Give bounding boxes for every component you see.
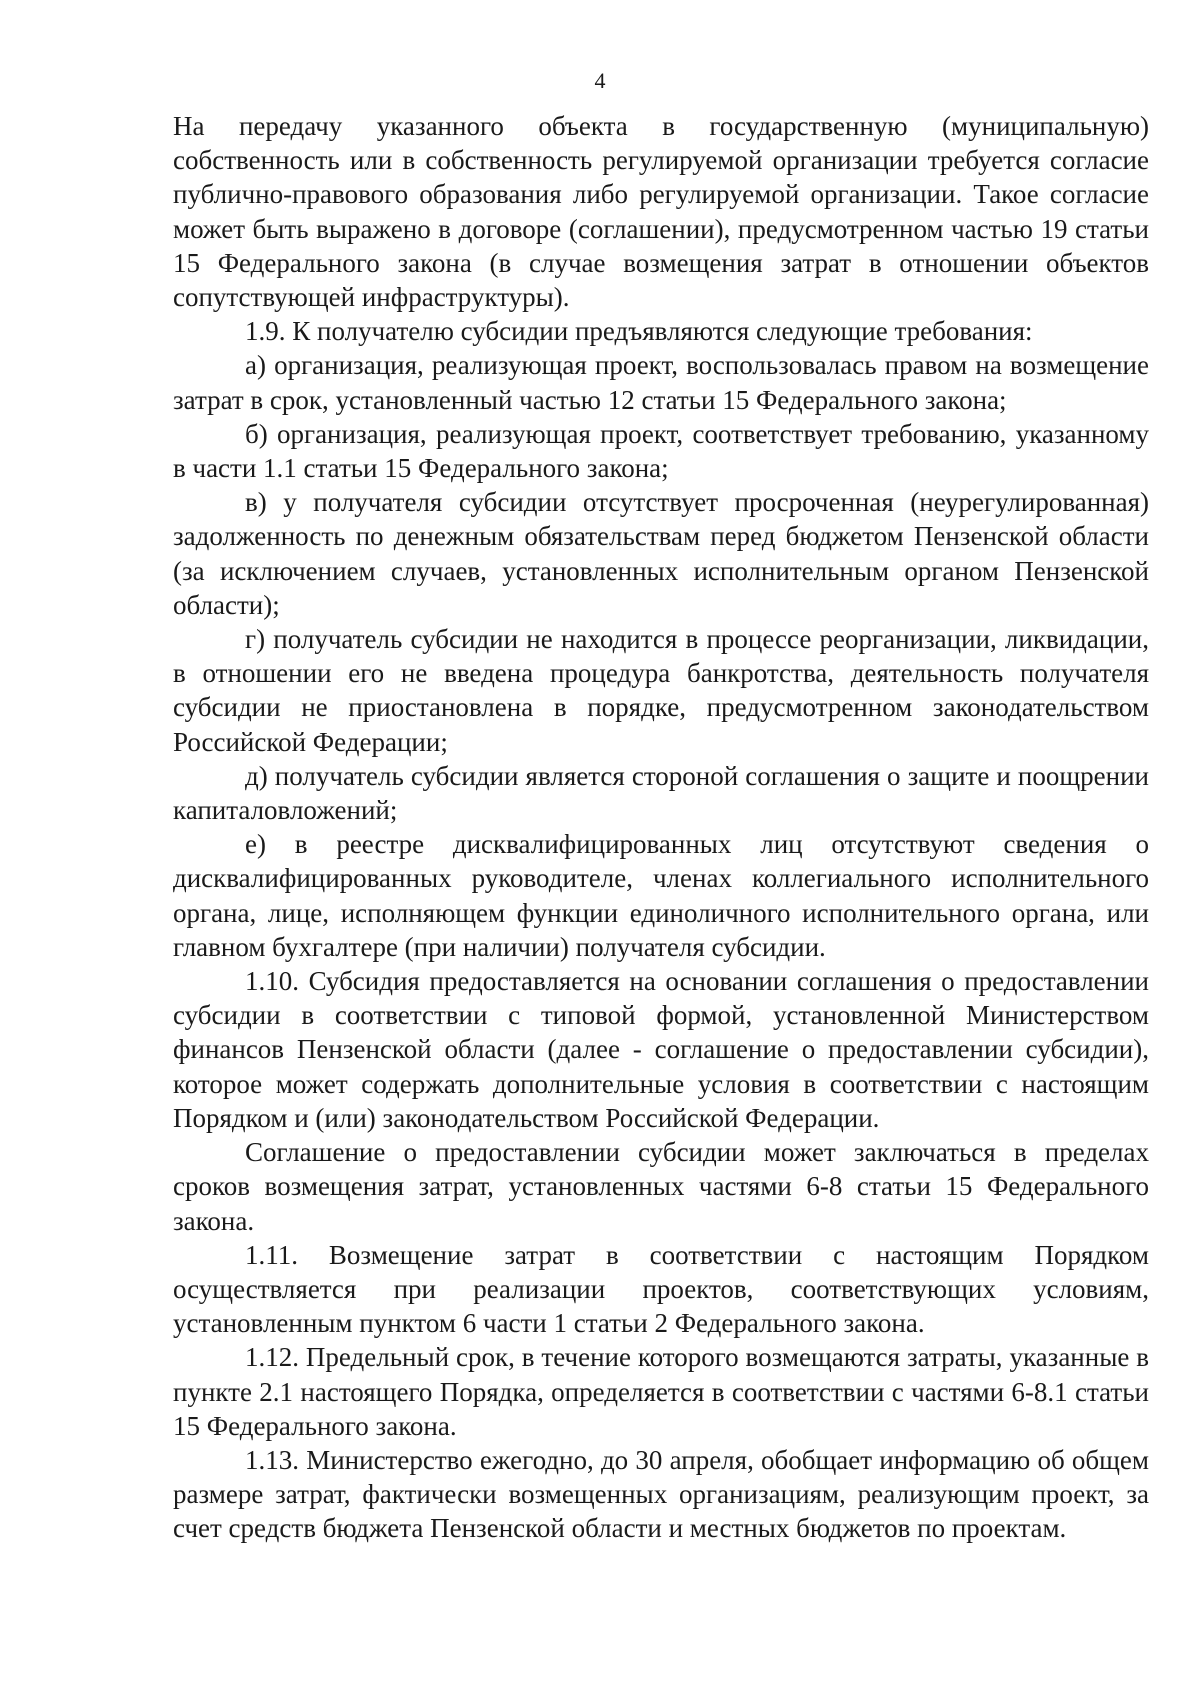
paragraph-1-9-g: г) получатель субсидии не находится в процессе реорганизации, ликвидации, в отношении его не введена процедура банкротства, деятельность получателя субсидии не приостановлена в порядке, предусмотренном законодательством Российской Федерации; <box>173 624 1149 757</box>
paragraph-1-12: 1.12. Предельный срок, в течение которого возмещаются затраты, указанные в пункте 2.1 настоящего Порядка, определяется в соответствии с частями 6-8.1 статьи 15 Федерального закона. <box>173 1342 1149 1441</box>
paragraph-intro: На передачу указанного объекта в государственную (муниципальную) собственность или в собственность регулируемой организации требуется согласие публично-правового образования либо регулируемой организации. Такое согласие может быть выражено в договоре (соглашении), предусмотренном частью 19 статьи 15 Федерального закона (в случае возмещения затрат в отношении объектов сопутствующей инфраструктуры). <box>173 111 1149 313</box>
paragraph-1-13: 1.13. Министерство ежегодно, до 30 апреля, обобщает информацию об общем размере затрат, фактически возмещенных организациям, реализующим проект, за счет средств бюджета Пензенской области и местных бюджетов по проектам. <box>173 1444 1149 1544</box>
paragraph-1-9-a: а) организация, реализующая проект, воспользовалась правом на возмещение затрат в срок, установленный частью 12 статьи 15 Федерального закона; <box>173 350 1149 415</box>
paragraph-agreement-terms: Соглашение о предоставлении субсидии может заключаться в пределах сроков возмещения затрат, установленных частями 6-8 статьи 15 Федерального закона. <box>173 1137 1149 1236</box>
page-number: 4 <box>594 68 606 93</box>
paragraph-1-9-b: б) организация, реализующая проект, соответствует требованию, указанному в части 1.1 статьи 15 Федерального закона; <box>173 418 1149 484</box>
document-body <box>173 109 1149 1546</box>
paragraph-1-9-e: е) в реестре дисквалифицированных лиц отсутствуют сведения о дисквалифицированных руководителе, членах коллегиального исполнительного органа, лице, исполняющем функции единоличного исполнительного органа, или главном бухгалтере (при наличии) получателя субсидии. <box>173 829 1149 962</box>
paragraph-1-9-d: д) получатель субсидии является стороной соглашения о защите и поощрении капиталовложений; <box>173 760 1149 826</box>
paragraph-1-11: 1.11. Возмещение затрат в соответствии с настоящим Порядком осуществляется при реализации проектов, соответствующих условиям, установленным пунктом 6 части 1 статьи 2 Федерального закона. <box>173 1239 1149 1339</box>
paragraph-1-9: 1.9. К получателю субсидии предъявляются следующие требования: <box>245 316 1033 347</box>
paragraph-1-9-v: в) у получателя субсидии отсутствует просроченная (неурегулированная) задолженность по денежным обязательствам перед бюджетом Пензенской области (за исключением случаев, установленных исполнительным органом Пензенской области); <box>173 487 1149 620</box>
paragraph-1-10: 1.10. Субсидия предоставляется на основании соглашения о предоставлении субсидии в соответствии с типовой формой, установленной Министерством финансов Пензенской области (далее - соглашение о предоставлении субсидии), которое может содержать дополнительные условия в соответствии с настоящим Порядком и (или) законодательством Российской Федерации. <box>173 966 1149 1133</box>
